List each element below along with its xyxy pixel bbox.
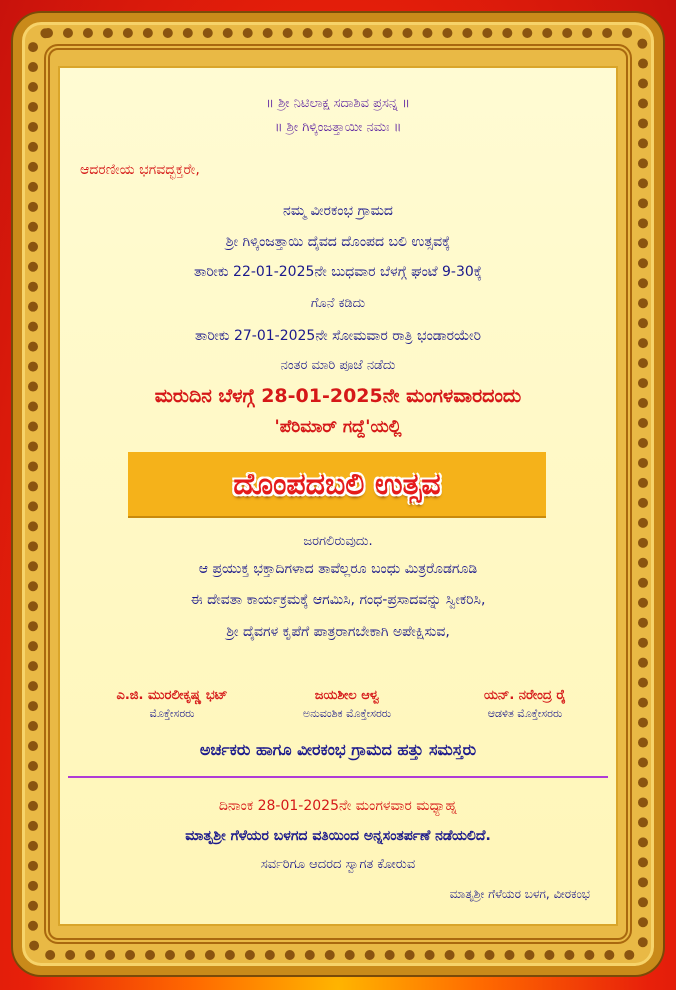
after-line-2: ಆ ಪ್ರಯುಕ್ತ ಭಕ್ತಾದಿಗಳಾದ ತಾವೆಲ್ಲರೂ ಬಂಧು ಮಿತ್ರರೊಡಗೂಡಿ xyxy=(198,561,478,577)
body-line-6: ನಂತರ ಮಾರಿ ಪೂಜೆ ನಡೆದು xyxy=(280,358,396,373)
venue-line: 'ಪೆರಿಮಾರ್ ಗದ್ದೆ'ಯಲ್ಲಿ xyxy=(274,417,402,437)
signatory-1 xyxy=(72,688,272,721)
signatory-name: ಜಯಶೀಲ ಆಳ್ವ xyxy=(314,688,380,703)
signatory-2 xyxy=(262,688,432,721)
body-line-3: ತಾರೀಕು 22-01-2025ನೇ ಬುಧವಾರ ಬೆಳಗ್ಗೆ ಘಂಟೆ 9-30ಕ್ಕೆ xyxy=(194,264,482,280)
festival-banner xyxy=(128,452,546,516)
signatory-role: ಮೊಕ್ತೇಸರರು xyxy=(149,707,195,720)
footer-line-3: ಸರ್ವರಿಗೂ ಆದರದ ಸ್ವಾಗತ ಕೋರುವ xyxy=(260,857,416,872)
signatory-3 xyxy=(440,688,610,721)
footer-line-4: ಮಾತೃಶ್ರೀ ಗೆಳೆಯರ ಬಳಗ, ವೀರಕಂಭ xyxy=(449,887,590,901)
body-line-2: ಶ್ರೀ ಗಿಳ್ಕಿಂಜತ್ತಾಯಿ ದೈವದ ದೊಂಪದ ಬಲಿ ಉತ್ಸವಕ್ಕೆ xyxy=(225,234,451,250)
signatory-name: ಯನ್. ನರೇಂದ್ರ ರೈ xyxy=(483,688,567,703)
after-line-1: ಜರಗಲಿರುವುದು. xyxy=(303,534,373,549)
header-line-1: ॥ ಶ್ರೀ ನಿಟಿಲಾಕ್ಷ ಸದಾಶಿವ ಪ್ರಸನ್ನ ॥ xyxy=(266,96,410,111)
signatory-role: ಆಡಳಿತ ಮೊಕ್ತೇಸರರು xyxy=(487,707,563,720)
body-line-4: ಗೊನೆ ಕಡಿದು xyxy=(310,296,366,311)
body-line-1: ನಮ್ಮ ವೀರಕಂಭ ಗ್ರಾಮದ xyxy=(283,203,393,219)
after-line-3: ಈ ದೇವತಾ ಕಾರ್ಯಕ್ರಮಕ್ಕೆ ಆಗಮಿಸಿ, ಗಂಧ-ಪ್ರಸಾದವನ್ನು ಸ್ವೀಕರಿಸಿ, xyxy=(190,592,486,608)
closing-line: ಅರ್ಚಕರು ಹಾಗೂ ವೀರಕಂಭ ಗ್ರಾಮದ ಹತ್ತು ಸಮಸ್ತರು xyxy=(199,740,477,759)
footer-line-2: ಮಾತೃಶ್ರೀ ಗೆಳೆಯರ ಬಳಗದ ವತಿಯಿಂದ ಅನ್ನಸಂತರ್ಪಣೆ ನಡೆಯಲಿದೆ. xyxy=(185,828,491,844)
signatory-role: ಅನುವಂಶಿಕ ಮೊಕ್ತೇಸರರು xyxy=(302,707,392,720)
footer-line-1: ದಿನಾಂಕ 28-01-2025ನೇ ಮಂಗಳವಾರ ಮಧ್ಯಾಹ್ನ xyxy=(218,798,458,814)
body-line-7: ಮರುದಿನ ಬೆಳಗ್ಗೆ 28-01-2025ನೇ ಮಂಗಳವಾರದಂದು xyxy=(154,385,522,407)
after-line-4: ಶ್ರೀ ದೈವಗಳ ಕೃಪೆಗೆ ಪಾತ್ರರಾಗಬೇಕಾಗಿ ಅಪೇಕ್ಷಿಸುವ, xyxy=(226,624,450,640)
salutation: ಆದರಣೀಯ ಭಗವದ್ಭಕ್ತರೇ, xyxy=(80,162,200,178)
festival-title: ದೊಂಪದಬಲಿ ಉತ್ಸವ xyxy=(233,466,441,502)
divider xyxy=(68,776,608,778)
signatory-name: ಎ.ಜಿ. ಮುರಲೀಕೃಷ್ಣ ಭಟ್ xyxy=(116,688,228,703)
body-line-5: ತಾರೀಕು 27-01-2025ನೇ ಸೋಮವಾರ ರಾತ್ರಿ ಭಂಡಾರಯೇರಿ xyxy=(194,328,482,344)
header-line-2: ॥ ಶ್ರೀ ಗಿಳ್ಕಿಂಜತ್ತಾಯೀ ನಮಃ ॥ xyxy=(274,120,402,135)
